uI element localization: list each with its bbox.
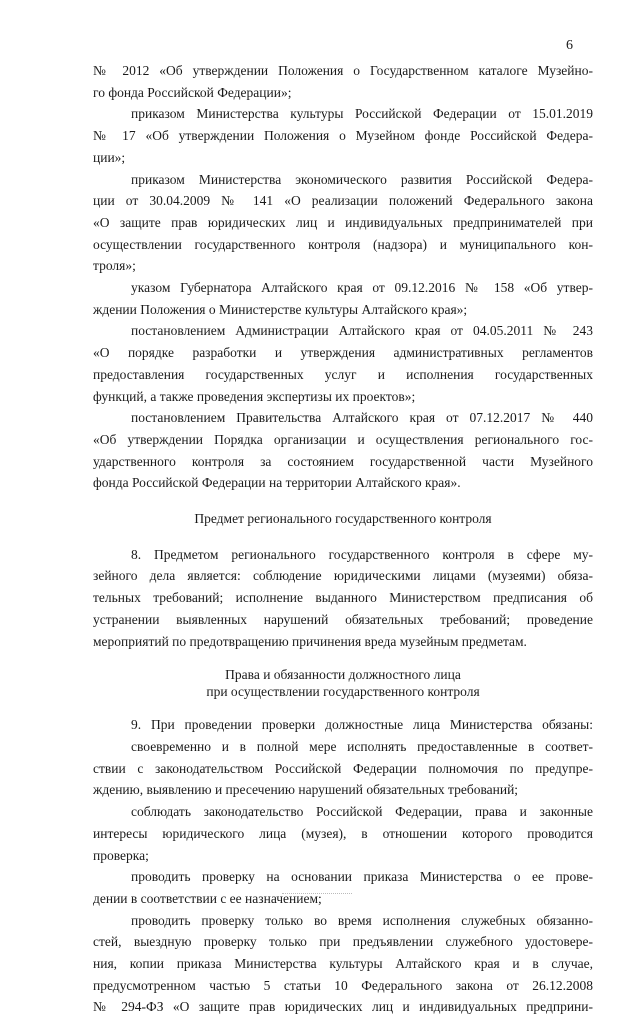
text-line: № 17 «Об утверждении Положения о Музейном фонде Российской Федера- [93,128,593,144]
document-body [93,60,593,1018]
text-line: постановлением Правительства Алтайского края от 07.12.2017 № 440 [131,410,593,426]
text-line: ждении Положения о Министерстве культуры Алтайского края»; [93,301,468,317]
text-line: № 2012 «Об утверждении Положения о Государственном каталоге Музейно- [93,63,593,78]
text-line: го фонда Российской Федерации»; [93,84,292,100]
section-heading: Предмет регионального государственного контроля [194,511,492,527]
text-line: 9. При проведении проверки должностные лица Министерства обязаны: [131,717,593,733]
text-line: «О защите прав юридических лиц и индивидуальных предпринимателей при [93,214,593,230]
page-number: 6 [566,38,573,53]
text-line: предусмотренном частью 5 статьи 10 Федерального закона от 26.12.2008 [93,977,593,993]
text-line: приказом Министерства культуры Российской Федерации от 15.01.2019 [131,106,593,122]
text-line: 8. Предметом регионального государственного контроля в сфере му- [131,546,593,562]
text-line: соблюдать законодательство Российской Федерации, права и законные [131,804,593,820]
text-line: ния, копии приказа Министерства культуры Алтайского края и в случае, [93,956,593,972]
text-line: мероприятий по предотвращению причинения вреда музейным предметам. [93,633,527,649]
text-line: устранении выявленных нарушений обязательных требований; проведение [93,611,593,627]
text-line: функций, а также проведения экспертизы их проектов»; [93,388,416,404]
text-line: стей, выездную проверку только при предъявлении служебного удостовере- [93,934,593,950]
text-line: указом Губернатора Алтайского края от 09.12.2016 № 158 «Об утвер- [131,280,593,296]
section-heading: Права и обязанности должностного лица [225,667,461,683]
text-line: проводить проверку на основании приказа Министерства о ее прове- [131,869,593,885]
text-line: приказом Министерства экономического развития Российской Федера- [131,171,593,187]
text-line: «Об утверждении Порядка организации и осуществления регионального гос- [93,431,593,447]
text-line: № 294-ФЗ «О защите прав юридических лиц и индивидуальных предприни- [93,999,593,1015]
text-line: постановлением Администрации Алтайского края от 04.05.2011 № 243 [131,323,593,339]
text-line: дении в соответствии с ее назначением; [93,890,322,906]
text-line: тельных требований; исполнение выданного Министерством предписания об [93,590,593,606]
text-line: ждению, выявлению и пресечению нарушений обязательных требований; [93,782,519,798]
text-line: ствии с законодательством Российской Федерации полномочия по предупре- [93,760,593,776]
section-heading: при осуществлении государственного контроля [206,684,480,700]
text-line: зейного дела является: соблюдение юридическими лицами (музеями) обяза- [93,568,593,584]
text-line: проводить проверку только во время исполнения служебных обязанно- [131,912,593,928]
text-line: троля»; [93,258,136,274]
text-line: интересы юридического лица (музея), в отношении которого проводится [93,825,593,841]
text-line: осуществлении государственного контроля (надзора) и муниципального кон- [93,236,593,252]
text-line: проверка; [93,847,149,863]
text-line: фонда Российской Федерации на территории Алтайского края». [93,475,461,491]
text-line: предоставления государственных услуг и исполнения государственных [93,366,593,382]
text-line: «О порядке разработки и утверждения административных регламентов [93,345,593,361]
text-line: ции»; [93,149,126,165]
text-line: ции от 30.04.2009 № 141 «О реализации положений Федерального закона [93,193,593,209]
text-line: своевременно и в полной мере исполнять предоставленные в соответ- [131,738,593,754]
scan-artifact-line [282,893,352,895]
text-line: ударственного контроля за состоянием государственной части Музейного [93,453,593,469]
